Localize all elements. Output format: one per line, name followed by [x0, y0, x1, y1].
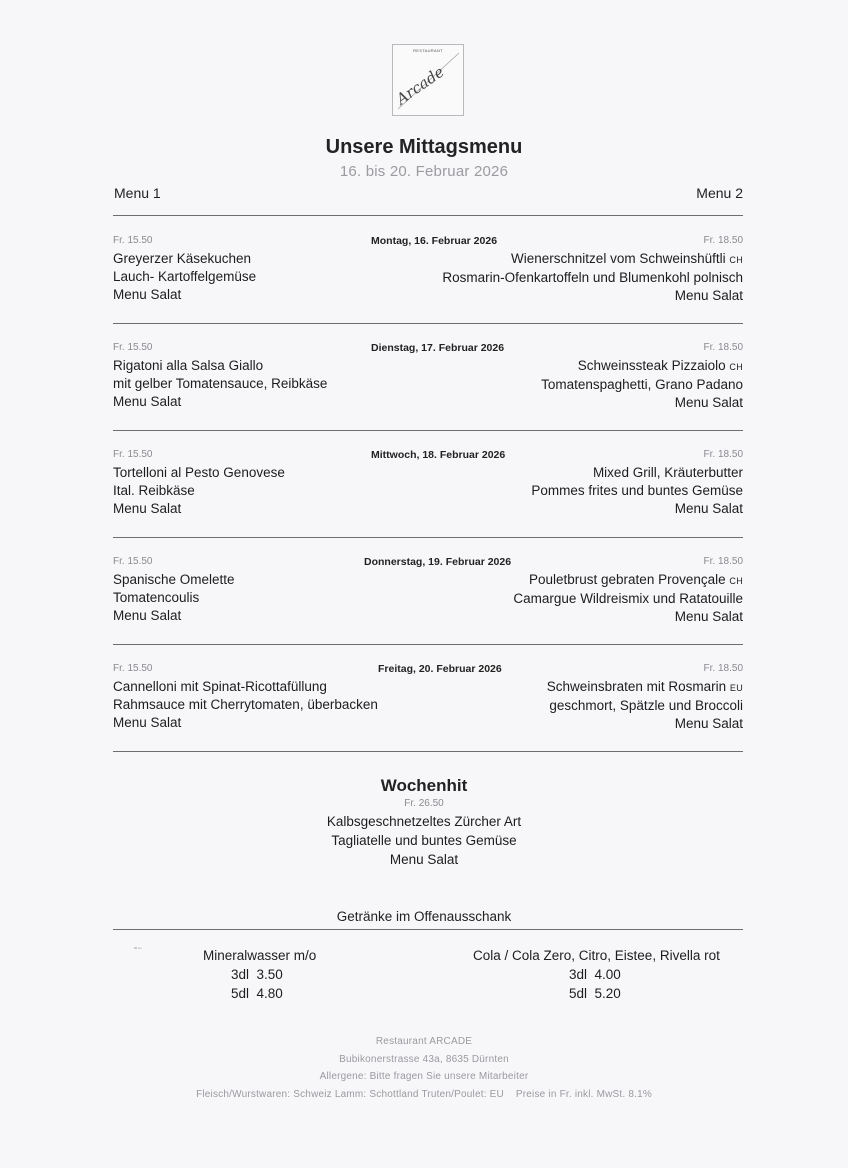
scan-mark: ≈∼ — [134, 946, 143, 952]
wochenhit-dish — [0, 812, 848, 869]
day-block-friday — [113, 663, 743, 753]
dish-line: Kalbsgeschnetzeltes Zürcher Art — [326, 814, 522, 829]
menu-2-price: Fr. 18.50 — [703, 556, 743, 567]
dish-line: Menu Salat — [674, 288, 743, 303]
menu-2-dish — [513, 571, 743, 626]
dish-line: Menu Salat — [113, 287, 182, 302]
wochenhit-section — [0, 776, 848, 869]
menu-2-price: Fr. 18.50 — [703, 342, 743, 353]
logo-top-text: RESTAURANT — [413, 48, 443, 53]
dish-line: Pommes frites und buntes Gemüse — [531, 483, 743, 498]
dish-text: Schweinssteak Pizzaiolo — [577, 358, 726, 373]
dish-line: mit gelber Tomatensauce, Reibkäse — [113, 376, 328, 391]
drink-price: 5.20 — [594, 986, 621, 1001]
logo-mark — [393, 45, 465, 117]
dish-line: Menu Salat — [674, 501, 743, 516]
menu-1-price: Fr. 15.50 — [113, 342, 153, 353]
dish-line — [442, 250, 743, 269]
menu-1-dish — [113, 357, 327, 411]
dish-line: Menu Salat — [113, 608, 182, 623]
origin-tag: CH — [729, 362, 743, 372]
day-title: Freitag, 20. Februar 2026 — [378, 663, 502, 675]
menu-1-dish — [113, 464, 285, 518]
drink-size: 3dl — [231, 967, 250, 982]
menu-2-price: Fr. 18.50 — [703, 235, 743, 246]
dish-line: Greyerzer Käsekuchen — [113, 251, 252, 266]
dish-line: Mixed Grill, Kräuterbutter — [592, 465, 743, 480]
dish-line: Rahmsauce mit Cherrytomaten, überbacken — [113, 697, 378, 712]
footer-restaurant: Restaurant ARCADE — [375, 1036, 473, 1047]
drink-mineralwasser — [203, 946, 316, 1003]
dish-line: Menu Salat — [389, 852, 459, 867]
drink-price: 3.50 — [256, 967, 283, 982]
dish-line — [547, 678, 743, 697]
drink-size: 3dl — [569, 967, 588, 982]
footer-origin: Fleisch/Wurstwaren: Schweiz Lamm: Schottland Truten/Poulet: EU — [196, 1088, 504, 1100]
dish-line: Menu Salat — [113, 501, 182, 516]
dish-line: Rosmarin-Ofenkartoffeln und Blumenkohl polnisch — [442, 270, 743, 285]
drink-price: 4.80 — [256, 986, 283, 1001]
day-title: Dienstag, 17. Februar 2026 — [371, 342, 505, 354]
divider — [113, 751, 743, 752]
day-title: Donnerstag, 19. Februar 2026 — [364, 556, 512, 568]
menu-1-price: Fr. 15.50 — [113, 663, 153, 674]
dish-line: Ital. Reibkäse — [113, 483, 195, 498]
drink-softdrinks — [473, 946, 720, 1003]
divider — [113, 644, 743, 645]
dish-text: Schweinsbraten mit Rosmarin — [546, 679, 727, 694]
dish-line: Menu Salat — [674, 395, 743, 410]
menu-2-dish — [541, 357, 743, 412]
logo-word: Arcade — [393, 62, 448, 109]
origin-tag: CH — [729, 576, 743, 586]
origin-tag: CH — [729, 255, 743, 265]
menu-1-dish — [113, 678, 378, 732]
page-subtitle: 16. bis 20. Februar 2026 — [339, 163, 509, 180]
dish-line: Camargue Wildreismix und Ratatouille — [513, 591, 743, 606]
drink-size: 5dl — [569, 986, 588, 1001]
dish-line: Menu Salat — [113, 715, 182, 730]
drinks-heading: Getränke im Offenausschank — [336, 909, 512, 924]
dish-line — [513, 571, 743, 590]
drink-price: 4.00 — [594, 967, 621, 982]
footer-origin-line — [0, 1086, 848, 1104]
menu-1-dish — [113, 250, 256, 304]
menu-2-label: Menu 2 — [696, 185, 743, 201]
drink-price-row — [203, 965, 316, 984]
dish-line: Menu Salat — [113, 394, 182, 409]
footer-address: Bubikonerstrasse 43a, 8635 Dürnten — [339, 1053, 509, 1065]
divider — [113, 430, 743, 431]
divider — [113, 323, 743, 324]
menu-2-dish — [547, 678, 743, 733]
drink-price-row — [473, 984, 720, 1003]
drink-name: Mineralwasser m/o — [203, 948, 317, 963]
menu-1-dish — [113, 571, 235, 625]
drink-size: 5dl — [231, 986, 250, 1001]
divider — [113, 537, 743, 538]
dish-line: Rigatoni alla Salsa Giallo — [113, 358, 264, 373]
day-block-thursday — [113, 556, 743, 646]
day-title: Mittwoch, 18. Februar 2026 — [371, 449, 506, 461]
footer-allergens: Allergene: Bitte fragen Sie unsere Mitarbeiter — [319, 1071, 529, 1082]
footer — [0, 1033, 848, 1103]
day-title: Montag, 16. Februar 2026 — [371, 235, 498, 247]
dish-line: Lauch- Kartoffelgemüse — [113, 269, 257, 284]
divider — [113, 215, 743, 216]
dish-text: Wienerschnitzel vom Schweinshüftli — [511, 251, 726, 266]
dish-text: Pouletbrust gebraten Provençale — [528, 572, 726, 587]
drink-price-row — [473, 965, 720, 984]
dish-line: Tortelloni al Pesto Genovese — [113, 465, 285, 480]
menu-1-price: Fr. 15.50 — [113, 449, 153, 460]
menu-2-dish — [442, 250, 743, 305]
dish-line: Tomatencoulis — [113, 590, 200, 605]
menu-2-price: Fr. 18.50 — [703, 663, 743, 674]
dish-line: geschmort, Spätzle und Broccoli — [549, 698, 743, 713]
menu-2-dish — [531, 464, 743, 518]
dish-line: Cannelloni mit Spinat-Ricottafüllung — [113, 679, 327, 694]
menu-1-price: Fr. 15.50 — [113, 556, 153, 567]
wochenhit-price: Fr. 26.50 — [404, 798, 444, 809]
drink-price-row — [203, 984, 316, 1003]
day-block-tuesday — [113, 342, 743, 432]
menu-2-price: Fr. 18.50 — [703, 449, 743, 460]
menu-1-label: Menu 1 — [114, 185, 161, 201]
origin-tag: EU — [729, 683, 743, 693]
dish-line: Tagliatelle und buntes Gemüse — [331, 833, 517, 848]
day-block-wednesday — [113, 449, 743, 539]
dish-line: Tomatenspaghetti, Grano Padano — [541, 377, 743, 392]
divider — [113, 929, 743, 930]
restaurant-logo — [392, 44, 464, 116]
dish-line: Spanische Omelette — [113, 572, 235, 587]
drink-name: Cola / Cola Zero, Citro, Eistee, Rivella rot — [473, 948, 720, 963]
dish-line — [541, 357, 743, 376]
menu-1-price: Fr. 15.50 — [113, 235, 153, 246]
dish-line: Menu Salat — [674, 609, 743, 624]
day-block-monday — [113, 235, 743, 325]
page-title: Unsere Mittagsmenu — [325, 136, 523, 158]
dish-line: Menu Salat — [674, 716, 743, 731]
wochenhit-title: Wochenhit — [380, 776, 468, 795]
footer-prices-note: Preise in Fr. inkl. MwSt. 8.1% — [515, 1088, 652, 1100]
